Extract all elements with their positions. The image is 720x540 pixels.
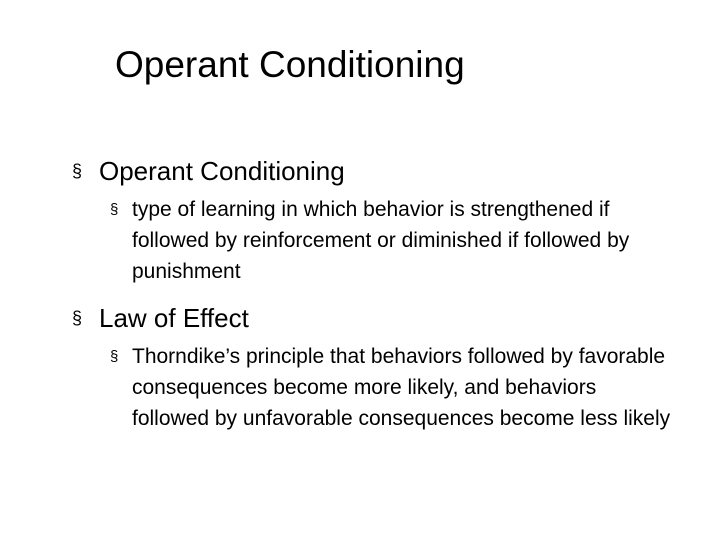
bullet-marker-icon: § <box>72 161 83 181</box>
bullet-text: Law of Effect <box>99 303 249 333</box>
sub-bullet-item-definition <box>102 194 672 287</box>
sub-bullet-item-definition <box>102 341 672 434</box>
bullet-item-operant-conditioning <box>72 152 692 287</box>
bullet-item-law-of-effect <box>72 299 692 434</box>
slide-title: Operant Conditioning <box>115 44 465 85</box>
sub-bullet-text: type of learning in which behavior is strengthened if followed by reinforcement or diminished if followed by punishment <box>132 198 630 283</box>
bullet-text: Operant Conditioning <box>99 156 345 186</box>
sub-bullet-text: Thorndike’s principle that behaviors followed by favorable consequences become more likely, and behaviors followed by unfavorable consequences become less likely <box>132 345 671 430</box>
sub-bullet-marker-icon: § <box>110 348 119 365</box>
sub-bullet-list <box>99 194 692 287</box>
bullet-list <box>72 152 692 434</box>
sub-bullet-marker-icon: § <box>110 201 119 218</box>
sub-bullet-list <box>99 341 692 434</box>
bullet-marker-icon: § <box>72 308 83 328</box>
